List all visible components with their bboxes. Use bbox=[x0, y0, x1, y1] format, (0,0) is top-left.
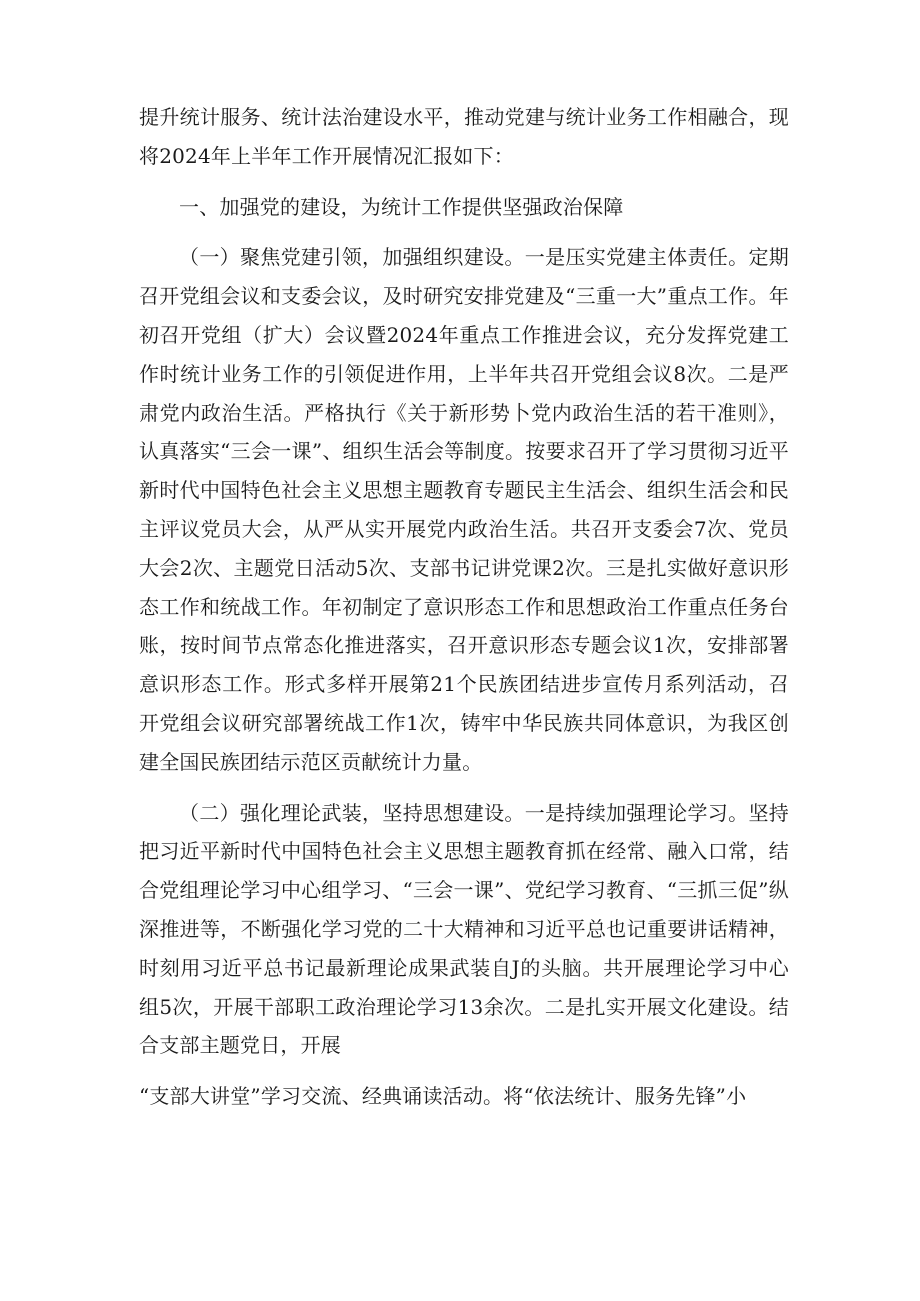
section-heading-1: 一、加强党的建设，为统计工作提供坚强政治保障 bbox=[179, 194, 624, 219]
paragraph-ideological-building: （二）强化理论武装，坚持思想建设。一是持续加强理论学习。坚持把习近平新时代中国特色社会主义思想主题教育抓在经常、融入口常，结合党组理论学习中心组学习、“三会一课”、党纪学习教育、“三抓三促”纵深推进等，不断强化学习党的二十大精神和习近平总也记重要讲话精神，时刻用习近平总书记最新理论成果武装自J的头脑。共开展理论学习中心组5次，开展干部职工政治理论学习13余次。二是扎实开展文化建设。结合支部主题党日，开展 bbox=[139, 800, 789, 1058]
paragraph-intro: 提升统计服务、统计法治建设水平，推动党建与统计业务工作相融合，现将2024年上半年工作开展情况汇报如下： bbox=[139, 105, 789, 168]
document-body bbox=[139, 98, 789, 1116]
paragraph-organization-building: （一）聚焦党建引领，加强组织建设。一是压实党建主体责任。定期召开党组会议和支委会议，及时研究安排党建及“三重一大”重点工作。年初召开党组（扩大）会议暨2024年重点工作推进会议，充分发挥党建工作时统计业务工作的引领促进作用，上半年共召开党组会议8次。二是严肃党内政治生活。严格执行《关于新形势卜党内政治生活的若干准则》，认真落实“三会一课”、组织生活会等制度。按要求召开了学习贯彻习近平新时代中国特色社会主义思想主题教育专题民主生活会、组织生活会和民主评议党员大会，从严从实开展党内政治生活。共召开支委会7次、党员大会2次、主题党日活动5次、支部书记讲党课2次。三是扎实做好意识形态工作和统战工作。年初制定了意识形态工作和思想政治工作重点任务台账，按时间节点常态化推进落实，召开意识形态专题会议1次，安排部署意识形态工作。形式多样开展第21个民族团结进步宣传月系列活动，召开党组会议研究部署统战工作1次，铸牢中华民族共同体意识，为我区创建全国民族团结示范区贡献统计力量。 bbox=[139, 245, 789, 774]
paragraph-continuation: “支部大讲堂”学习交流、经典诵读活动。将“依法统计、服务先锋”小 bbox=[139, 1084, 747, 1109]
